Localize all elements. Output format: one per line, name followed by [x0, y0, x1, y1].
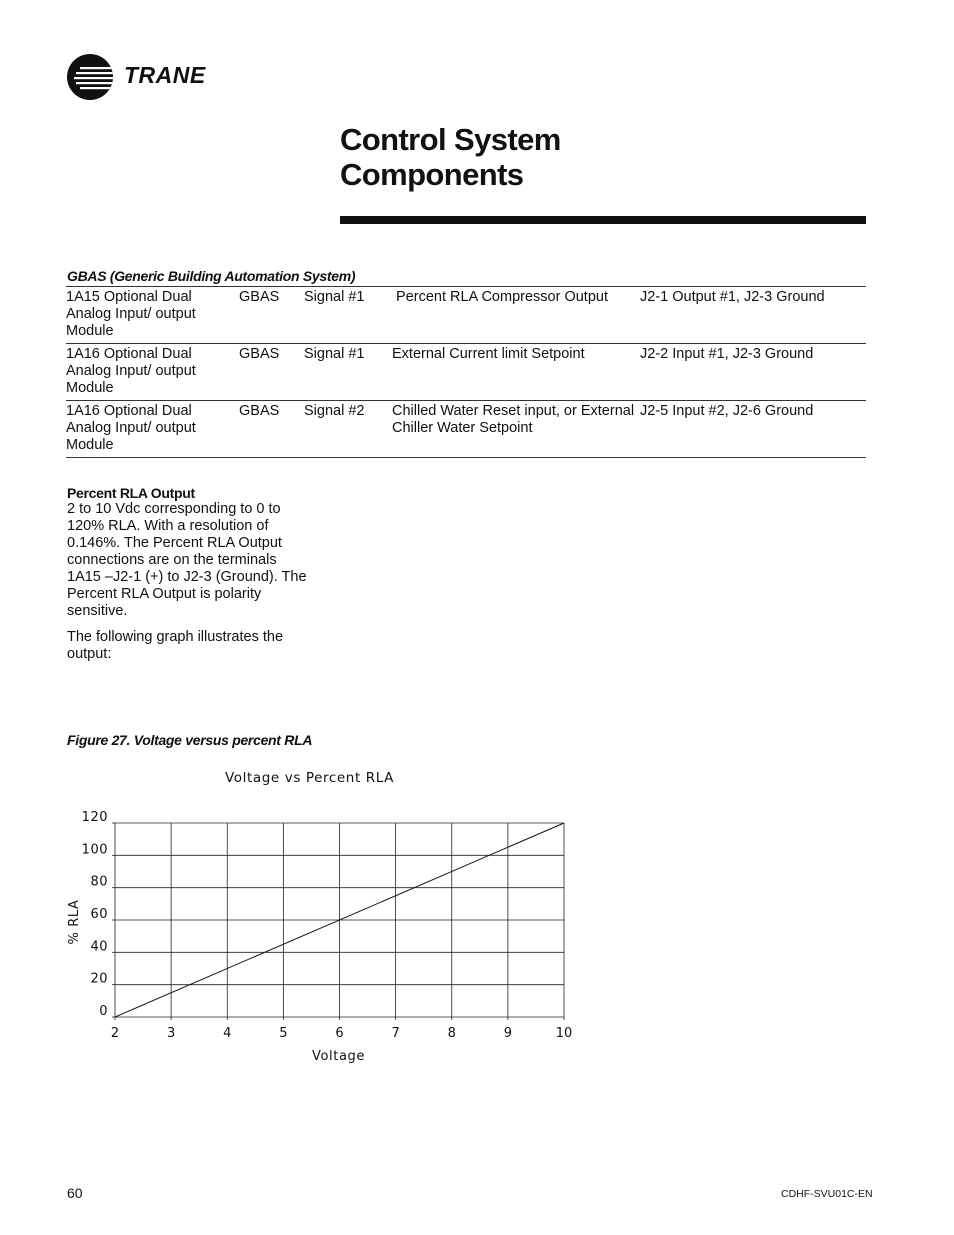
trane-logo-icon: [66, 53, 114, 101]
gbas-table: [66, 286, 866, 458]
x-tick-label: 6: [335, 1026, 344, 1041]
x-tick-label: 3: [166, 1026, 176, 1041]
terminals-cell: J2-2 Input #1, J2-3 Ground: [640, 344, 866, 401]
description-cell: Chilled Water Reset input, or External Chiller Water Setpoint: [392, 401, 640, 458]
y-tick-label: 60: [90, 907, 108, 922]
document-code: CDHF-SVU01C-EN: [781, 1188, 873, 1200]
table-row: [66, 344, 866, 401]
x-tick-label: 10: [555, 1026, 573, 1041]
page-title-line2: Components: [340, 157, 524, 192]
table-row: [66, 401, 866, 458]
chart-title: Voltage vs Percent RLA: [225, 770, 394, 786]
percent-rla-body2: The following graph illustrates the output:: [67, 629, 284, 662]
module-cell: 1A16 Optional Dual Analog Input/ output Module: [66, 401, 239, 458]
system-cell: GBAS: [239, 401, 304, 458]
y-axis-label: % RLA: [67, 899, 82, 945]
percent-rla-heading: Percent RLA Output: [67, 485, 195, 501]
terminals-cell: J2-5 Input #2, J2-6 Ground: [640, 401, 866, 458]
description-cell: External Current limit Setpoint: [392, 344, 640, 401]
page-title-line1: Control System: [340, 122, 561, 157]
signal-cell: Signal #1: [304, 287, 392, 344]
brand-name: TRANE: [124, 62, 206, 88]
system-cell: GBAS: [239, 344, 304, 401]
signal-cell: Signal #2: [304, 401, 392, 458]
x-tick-label: 4: [223, 1026, 232, 1041]
table-row: [66, 287, 866, 344]
y-tick-label: 100: [81, 842, 108, 858]
y-tick-label: 80: [90, 874, 108, 890]
percent-rla-body: 2 to 10 Vdc corresponding to 0 to 120% RLA. With a resolution of 0.146%. The Percent RLA Output connections are on the terminals 1A15 –J2-1 (+) to J2-3 (Ground). The Percent RLA Output is polarity sensitive.: [67, 501, 307, 619]
section-heading: GBAS (Generic Building Automation System): [67, 268, 356, 284]
x-tick-label: 8: [447, 1026, 456, 1041]
x-tick-label: 9: [503, 1026, 513, 1041]
module-cell: 1A15 Optional Dual Analog Input/ output Module: [66, 287, 239, 344]
voltage-rla-chart: [55, 760, 595, 1080]
system-cell: GBAS: [239, 287, 304, 344]
description-cell: Percent RLA Compressor Output: [392, 287, 640, 344]
x-axis-label: Voltage: [312, 1049, 365, 1064]
x-tick-label: 7: [391, 1026, 400, 1041]
title-divider: [340, 216, 866, 224]
y-tick-label: 0: [99, 1004, 108, 1019]
y-tick-label: 120: [81, 810, 108, 825]
figure-caption: Figure 27. Voltage versus percent RLA: [67, 732, 313, 748]
page-title: [340, 122, 561, 192]
terminals-cell: J2-1 Output #1, J2-3 Ground: [640, 287, 866, 344]
page-number: 60: [67, 1185, 83, 1201]
y-tick-label: 20: [90, 971, 108, 987]
brand-logo: [66, 53, 216, 103]
x-tick-label: 2: [110, 1026, 120, 1041]
module-cell: 1A16 Optional Dual Analog Input/ output Module: [66, 344, 239, 401]
signal-cell: Signal #1: [304, 344, 392, 401]
y-tick-label: 40: [90, 939, 108, 955]
x-tick-label: 5: [279, 1026, 288, 1041]
